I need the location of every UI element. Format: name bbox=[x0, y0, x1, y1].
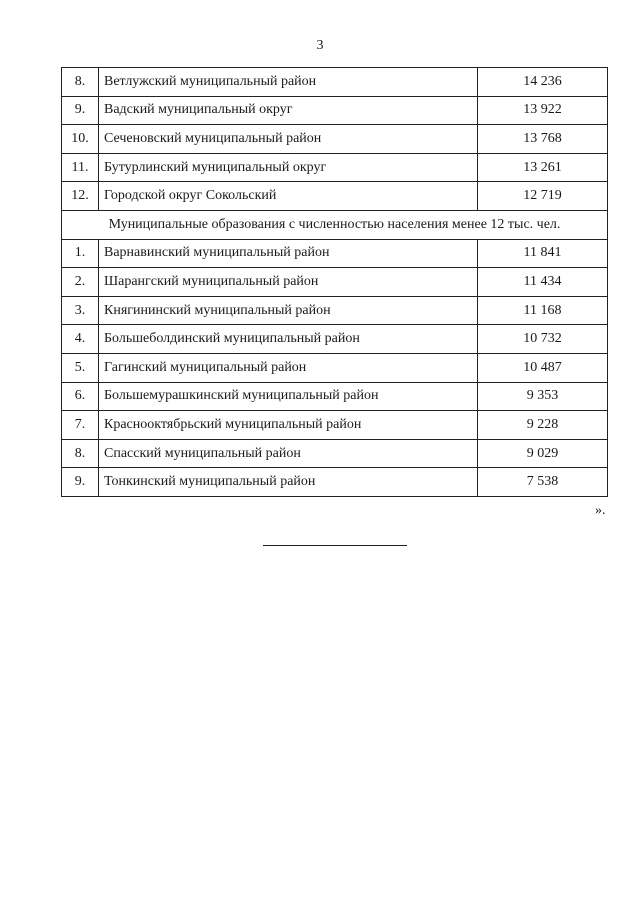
population-value: 9 029 bbox=[478, 439, 608, 468]
table-row bbox=[62, 268, 608, 297]
municipality-name: Большемурашкинский муниципальный район bbox=[99, 382, 478, 411]
table-row bbox=[62, 296, 608, 325]
page-number: 3 bbox=[316, 38, 324, 53]
row-number: 4. bbox=[62, 325, 99, 354]
municipality-name: Бутурлинский муниципальный округ bbox=[99, 153, 478, 182]
row-number: 5. bbox=[62, 353, 99, 382]
row-number: 10. bbox=[62, 125, 99, 154]
table-row bbox=[62, 439, 608, 468]
population-value: 7 538 bbox=[478, 468, 608, 497]
municipality-name: Сеченовский муниципальный район bbox=[99, 125, 478, 154]
municipality-name: Краснооктябрьский муниципальный район bbox=[99, 411, 478, 440]
table-row bbox=[62, 68, 608, 97]
table-row bbox=[62, 411, 608, 440]
population-value: 9 228 bbox=[478, 411, 608, 440]
population-value: 14 236 bbox=[478, 68, 608, 97]
municipality-name: Городской округ Сокольский bbox=[99, 182, 478, 211]
row-number: 7. bbox=[62, 411, 99, 440]
population-table bbox=[61, 67, 608, 497]
table-row bbox=[62, 153, 608, 182]
row-number: 9. bbox=[62, 96, 99, 125]
population-value: 12 719 bbox=[478, 182, 608, 211]
population-value: 9 353 bbox=[478, 382, 608, 411]
population-value: 13 768 bbox=[478, 125, 608, 154]
municipality-name: Гагинский муниципальный район bbox=[99, 353, 478, 382]
population-value: 11 841 bbox=[478, 239, 608, 268]
table-row bbox=[62, 353, 608, 382]
section-header: Муниципальные образования с численностью населения менее 12 тыс. чел. bbox=[62, 210, 608, 239]
municipality-name: Тонкинский муниципальный район bbox=[99, 468, 478, 497]
table-row bbox=[62, 325, 608, 354]
municipality-name: Княгининский муниципальный район bbox=[99, 296, 478, 325]
population-value: 13 261 bbox=[478, 153, 608, 182]
row-number: 1. bbox=[62, 239, 99, 268]
municipality-name: Шарангский муниципальный район bbox=[99, 268, 478, 297]
population-value: 13 922 bbox=[478, 96, 608, 125]
table-row bbox=[62, 239, 608, 268]
row-number: 9. bbox=[62, 468, 99, 497]
municipality-name: Ветлужский муниципальный район bbox=[99, 68, 478, 97]
separator-line bbox=[263, 545, 407, 546]
row-number: 6. bbox=[62, 382, 99, 411]
row-number: 12. bbox=[62, 182, 99, 211]
municipality-name: Варнавинский муниципальный район bbox=[99, 239, 478, 268]
population-value: 11 168 bbox=[478, 296, 608, 325]
population-value: 11 434 bbox=[478, 268, 608, 297]
table-row bbox=[62, 96, 608, 125]
population-value: 10 487 bbox=[478, 353, 608, 382]
municipality-name: Спасский муниципальный район bbox=[99, 439, 478, 468]
municipality-name: Большеболдинский муниципальный район bbox=[99, 325, 478, 354]
row-number: 11. bbox=[62, 153, 99, 182]
row-number: 3. bbox=[62, 296, 99, 325]
row-number: 8. bbox=[62, 439, 99, 468]
table-row bbox=[62, 382, 608, 411]
row-number: 2. bbox=[62, 268, 99, 297]
municipality-name: Вадский муниципальный округ bbox=[99, 96, 478, 125]
row-number: 8. bbox=[62, 68, 99, 97]
table-row bbox=[62, 182, 608, 211]
population-value: 10 732 bbox=[478, 325, 608, 354]
closing-quote: ». bbox=[595, 503, 606, 518]
section-header-row bbox=[62, 210, 608, 239]
table-row bbox=[62, 468, 608, 497]
table-row bbox=[62, 125, 608, 154]
